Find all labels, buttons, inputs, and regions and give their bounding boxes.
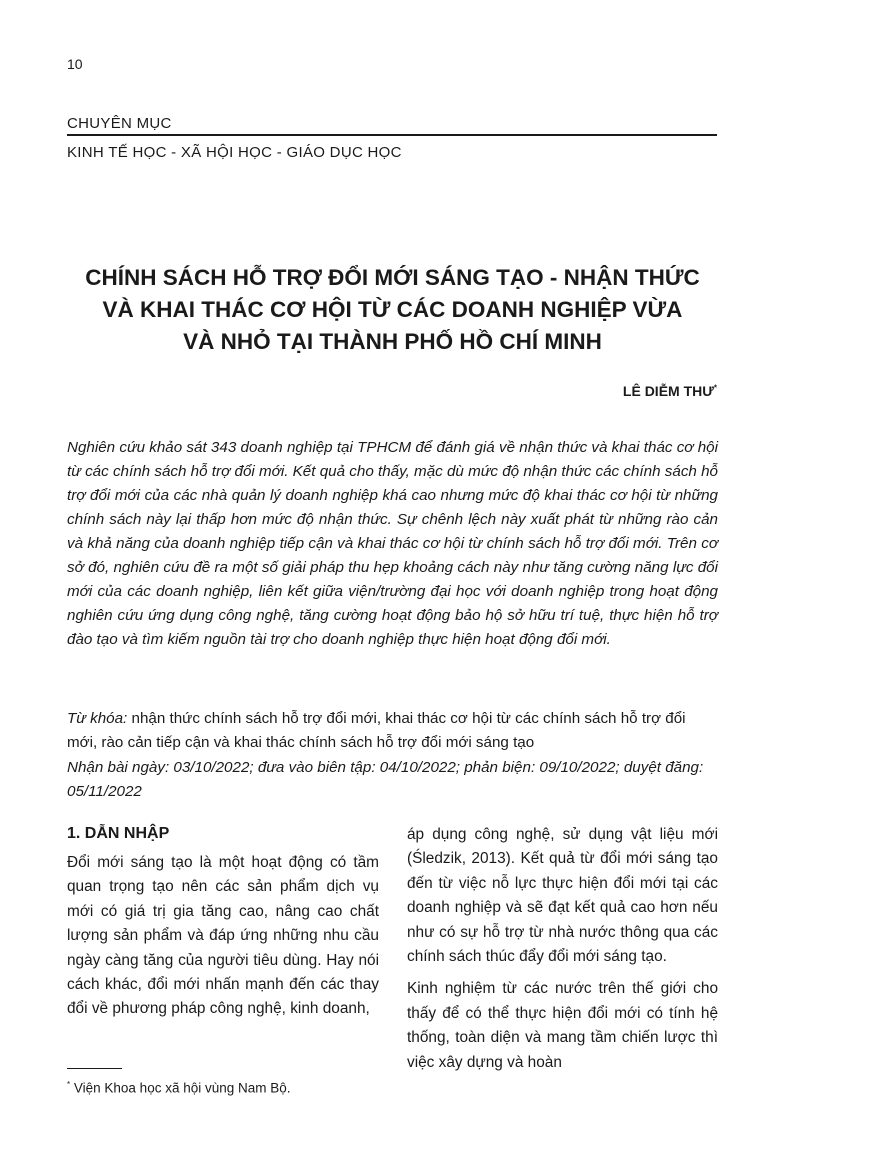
article-title bbox=[60, 262, 725, 358]
body-paragraph: Đổi mới sáng tạo là một hoạt động có tầm quan trọng tạo nên các sản phẩm dịch vụ mới có giá trị gia tăng cao, nâng cao chất lượng sản phẩm và đáp ứng những nhu cầu ngày càng tăng của người tiêu dùng. Hay nói cách khác, đổi mới nhấn mạnh đến các thay đổi về phương pháp công nghệ, kinh doanh, bbox=[67, 854, 379, 1018]
footnote bbox=[67, 1080, 291, 1096]
section-subject: KINH TẾ HỌC - XÃ HỘI HỌC - GIÁO DỤC HỌC bbox=[67, 144, 402, 161]
keywords bbox=[67, 707, 718, 755]
footnote-text: Viện Khoa học xã hội vùng Nam Bộ. bbox=[70, 1080, 291, 1096]
body-paragraph: áp dụng công nghệ, sử dụng vật liệu mới (Śledzik, 2013). Kết quả từ đổi mới sáng tạo đến từ việc nỗ lực thực hiện đổi mới tại các doanh nghiệp và sẽ đạt kết quả cao hơn nếu như có sự hỗ trợ từ nhà nước thông qua các chính sách thúc đẩy đổi mới sáng tạo. bbox=[407, 826, 718, 966]
submission-dates: Nhận bài ngày: 03/10/2022; đưa vào biên tập: 04/10/2022; phản biện: 09/10/2022; duyệt đăng: 05/11/2022 bbox=[67, 759, 704, 800]
author bbox=[623, 383, 717, 399]
author-footnote-mark: * bbox=[713, 383, 717, 393]
keywords-text: nhận thức chính sách hỗ trợ đổi mới, khai thác cơ hội từ các chính sách hỗ trợ đổi mới, rào cản tiếp cận và khai thác chính sách hỗ trợ đổi mới sáng tạo bbox=[67, 710, 686, 751]
header-divider bbox=[67, 134, 717, 136]
footnote-mark: * bbox=[67, 1080, 71, 1089]
page-number: 10 bbox=[67, 56, 83, 72]
footnote-divider bbox=[67, 1068, 122, 1069]
author-name: LÊ DIỄM THƯ bbox=[622, 383, 714, 399]
title-line: VÀ KHAI THÁC CƠ HỘI TỪ CÁC DOANH NGHIỆP VỪA bbox=[102, 297, 683, 322]
title-line: VÀ NHỎ TẠI THÀNH PHỐ HỒ CHÍ MINH bbox=[183, 329, 602, 354]
abstract: Nghiên cứu khảo sát 343 doanh nghiệp tại TPHCM để đánh giá về nhận thức và khai thác cơ hội từ các chính sách hỗ trợ đổi mới. Kết quả cho thấy, mặc dù mức độ nhận thức các chính sách hỗ trợ đổi mới của các nhà quản lý doanh nghiệp khá cao nhưng mức độ khai thác cơ hội từ những chính sách này lại thấp hơn mức độ nhận thức. Sự chênh lệch này xuất phát từ những rào cản và khả năng của doanh nghiệp tiếp cận và khai thác cơ hội từ chính sách hỗ trợ đổi mới. Trên cơ sở đó, nghiên cứu đề ra một số giải pháp thu hẹp khoảng cách này như tăng cường năng lực đổi mới của các doanh nghiệp, liên kết giữa viện/trường đại học với doanh nghiệp trong hoạt động nghiên cứu ứng dụng công nghệ, tăng cường hoạt động bảo hộ sở hữu trí tuệ, thực hiện hỗ trợ đào tạo và tìm kiếm nguồn tài trợ cho doanh nghiệp thực hiện hoạt động đổi mới. bbox=[67, 439, 718, 648]
section-heading: 1. DẪN NHẬP bbox=[67, 825, 170, 842]
body-paragraph: Kinh nghiệm từ các nước trên thế giới cho thấy để có thể thực hiện đổi mới có tính hệ thống, toàn diện và mang tầm chiến lược thì việc xây dựng và hoàn bbox=[407, 980, 718, 1071]
section-label: CHUYÊN MỤC bbox=[67, 115, 172, 132]
title-line: CHÍNH SÁCH HỖ TRỢ ĐỔI MỚI SÁNG TẠO - NHẬN THỨC bbox=[85, 265, 700, 290]
body-column-left bbox=[67, 823, 379, 1022]
keywords-label: Từ khóa: bbox=[67, 710, 128, 727]
body-column-right bbox=[407, 823, 718, 1075]
